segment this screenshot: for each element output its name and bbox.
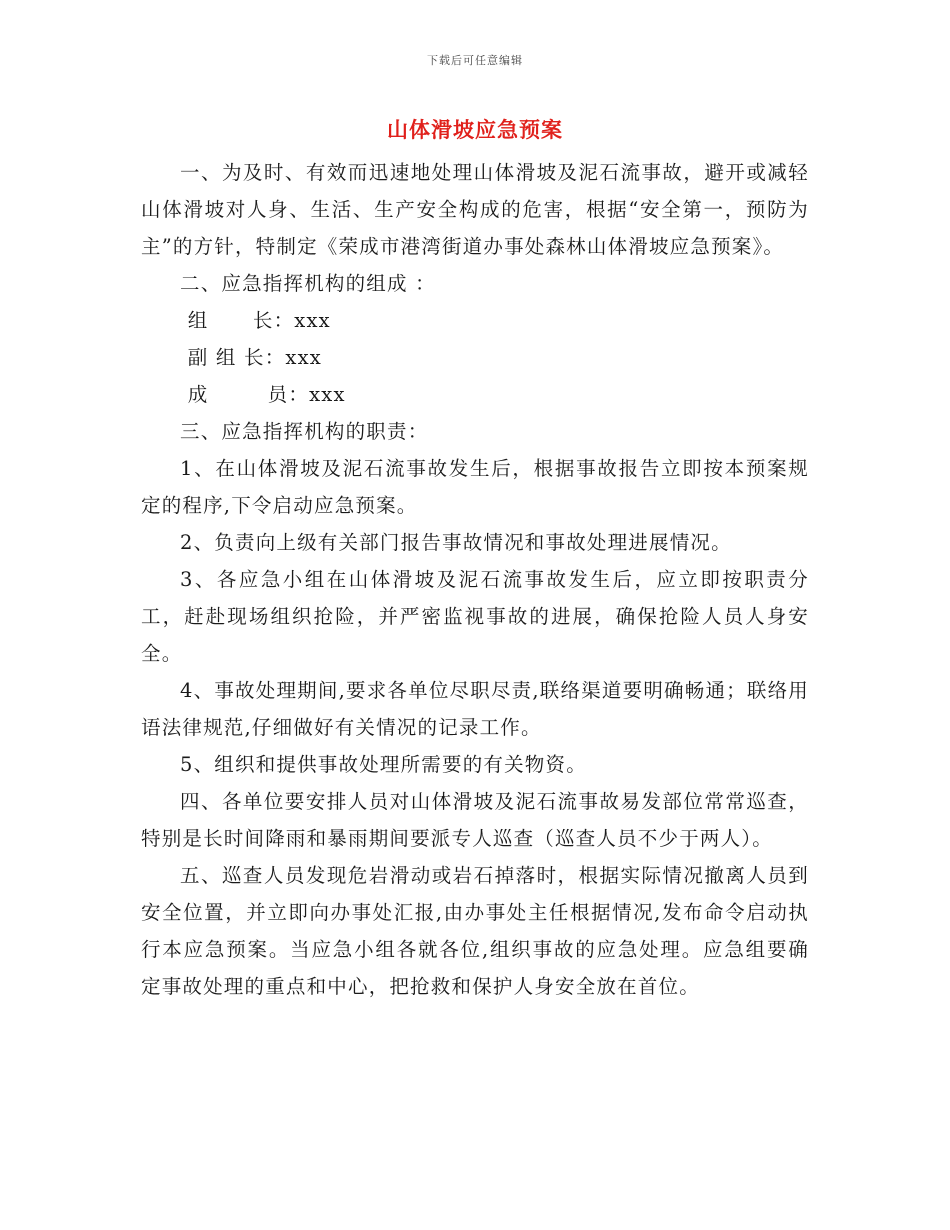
paragraph-duty-4: 4、事故处理期间,要求各单位尽职尽责,联络渠道要明确畅通；联络用语法律规范,仔细做好有关情况的记录工作。 xyxy=(141,679,809,739)
document-body xyxy=(141,154,809,1005)
paragraph-duty-3: 3、各应急小组在山体滑坡及泥石流事故发生后，应立即按职责分工，赶赴现场组织抢险，并严密监视事故的进展，确保抢险人员人身安全。 xyxy=(141,568,809,665)
document-title: 山体滑坡应急预案 xyxy=(387,117,563,142)
paragraph-duties-heading: 三、应急指挥机构的职责： xyxy=(180,420,429,443)
member-members: 成 员：xxx xyxy=(187,383,346,406)
paragraph-purpose: 一、为及时、有效而迅速地处理山体滑坡及泥石流事故，避开或减轻山体滑坡对人身、生活、生产安全构成的危害，根据“安全第一，预防为主”的方针，特制定《荣成市港湾街道办事处森林山体滑坡应急预案》。 xyxy=(141,161,809,258)
paragraph-organization: 二、应急指挥机构的组成 ： xyxy=(180,272,436,295)
paragraph-duty-1: 1、在山体滑坡及泥石流事故发生后，根据事故报告立即按本预案规定的程序,下令启动应急预案。 xyxy=(141,457,809,517)
paragraph-duty-2: 2、负责向上级有关部门报告事故情况和事故处理进展情况。 xyxy=(180,531,732,554)
member-leader: 组 长：xxx xyxy=(187,309,331,332)
paragraph-inspection: 四、各单位要安排人员对山体滑坡及泥石流事故易发部位常常巡查，特别是长时间降雨和暴雨期间要派专人巡查（巡查人员不少于两人）。 xyxy=(141,790,809,850)
header-note: 下载后可任意编辑 xyxy=(427,54,523,67)
paragraph-duty-5: 5、组织和提供事故处理所需要的有关物资。 xyxy=(180,753,587,776)
paragraph-response: 五、巡查人员发现危岩滑动或岩石掉落时，根据实际情况撤离人员到安全位置，并立即向办事处汇报,由办事处主任根据情况,发布命令启动执行本应急预案。当应急小组各就各位,组织事故的应急处理。应急组要确定事故处理的重点和中心，把抢救和保护人身安全放在首位。 xyxy=(141,864,809,998)
member-deputy-leader: 副 组 长：xxx xyxy=(187,346,322,369)
